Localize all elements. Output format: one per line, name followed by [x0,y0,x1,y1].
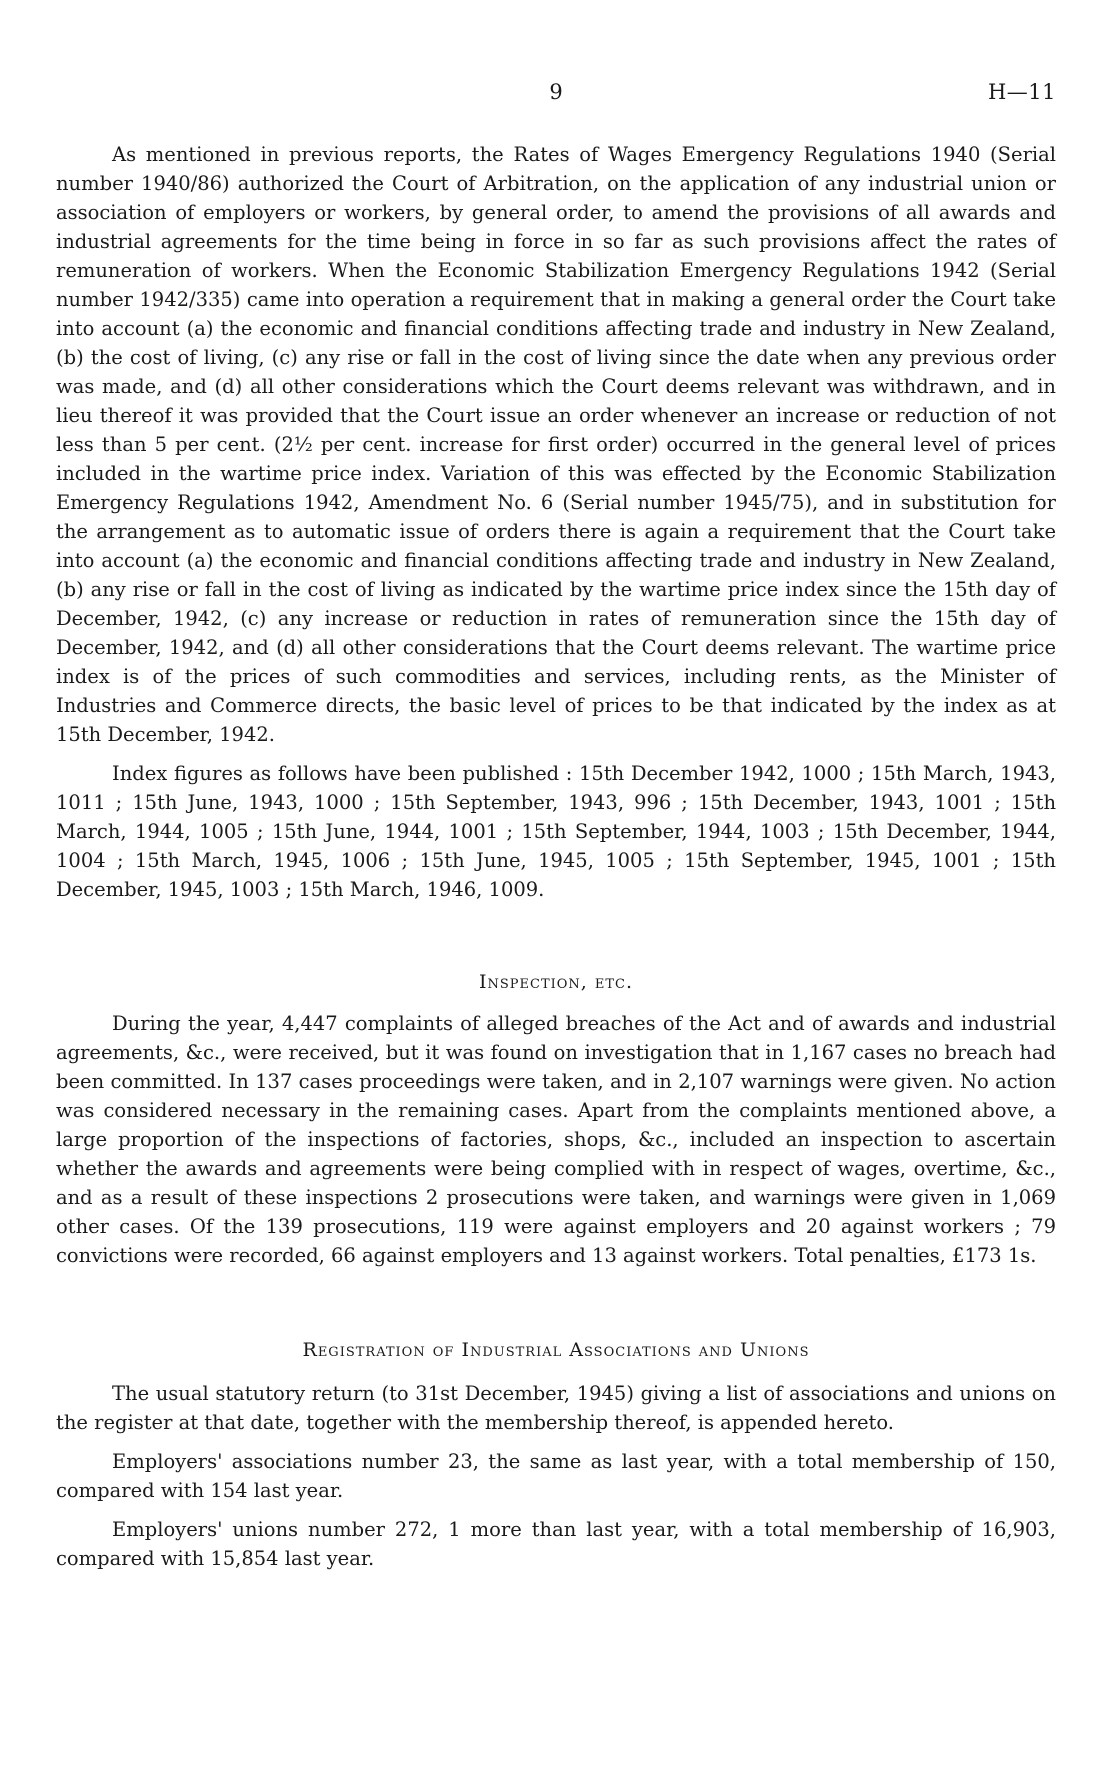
paragraph-statutory-return: The usual statutory return (to 31st December, 1945) giving a list of associations and unions on the register at that date, together with the membership thereof, is appended hereto. [56,1382,1056,1434]
section-wages-regulations [56,140,1056,904]
paragraph-inspection: During the year, 4,447 complaints of alleged breaches of the Act and of awards and industrial agreements, &c., were received, but it was found on investigation that in 1,167 cases no breach had been committed. In 137 cases proceedings were taken, and in 2,107 warnings were given. No action was considered necessary in the remaining cases. Apart from the complaints mentioned above, a large proportion of the inspections of factories, shops, &c., included an inspection to ascertain whether the awards and agreements were being complied with in respect of wages, overtime, &c., and as a result of these inspections 2 prosecutions were taken, and warnings were given in 1,069 other cases. Of the 139 prosecutions, 119 were against employers and 20 against workers ; 79 convictions were recorded, 66 against employers and 13 against workers. Total penalties, £173 1s. [56,1012,1056,1267]
paragraph-employers-associations: Employers' associations number 23, the same as last year, with a total membership of 150, compared with 154 last year. [56,1450,1056,1502]
paragraph-index-figures: Index figures as follows have been published : 15th December 1942, 1000 ; 15th March, 1943, 1011 ; 15th June, 1943, 1000 ; 15th September, 1943, 996 ; 15th December, 1943, 1001 ; 15th March, 1944, 1005 ; 15th June, 1944, 1001 ; 15th September, 1944, 1003 ; 15th December, 1944, 1004 ; 15th March, 1945, 1006 ; 15th June, 1945, 1005 ; 15th September, 1945, 1001 ; 15th December, 1945, 1003 ; 15th March, 1946, 1009. [56,762,1056,901]
heading-registration: Registration of Industrial Associations and Unions [302,1339,810,1361]
page-number: 9 [549,80,563,104]
heading-inspection: Inspection, etc. [478,971,634,993]
paragraph-wages-regulations: As mentioned in previous reports, the Rates of Wages Emergency Regulations 1940 (Serial number 1940/86) authorized the Court of Arbitration, on the application of any industrial union or association of employers or workers, by general order, to amend the provisions of all awards and industrial agreements for the time being in force in so far as such provisions affect the rates of remuneration of workers. When the Economic Stabilization Emergency Regulations 1942 (Serial number 1942/335) came into operation a requirement that in making a general order the Court take into account (a) the economic and financial conditions affecting trade and industry in New Zealand, (b) the cost of living, (c) any rise or fall in the cost of living since the date when any previous order was made, and (d) all other considerations which the Court deems relevant was withdrawn, and in lieu thereof it was provided that the Court issue an order whenever an increase or reduction of not less than 5 per cent. (2½ per cent. increase for first order) occurred in the general level of prices included in the wartime price index. Variation of this was effected by the Economic Stabilization Emergency Regulations 1942, Amendment No. 6 (Serial number 1945/75), and in substitution for the arrangement as to automatic issue of orders there is again a requirement that the Court take into account (a) the economic and financial conditions affecting trade and industry in New Zealand, (b) any rise or fall in the cost of living as indicated by the wartime price index since the 15th day of December, 1942, (c) any increase or reduction in rates of remuneration since the 15th day of December, 1942, and (d) all other considerations that the Court deems relevant. The wartime price index is of the prices of such commodities and services, including rents, as the Minister of Industries and Commerce directs, the basic level of prices to be that indicated by the index as at 15th December, 1942. [56,143,1056,746]
page-header [56,80,1056,110]
paragraph-employers-unions: Employers' unions number 272, 1 more than last year, with a total membership of 16,903, compared with 15,854 last year. [56,1518,1056,1570]
section-inspection [56,968,1056,1270]
document-page [56,0,1056,1781]
document-reference: H—11 [987,80,1056,104]
section-registration [56,1336,1056,1573]
document-body [56,140,1056,1583]
